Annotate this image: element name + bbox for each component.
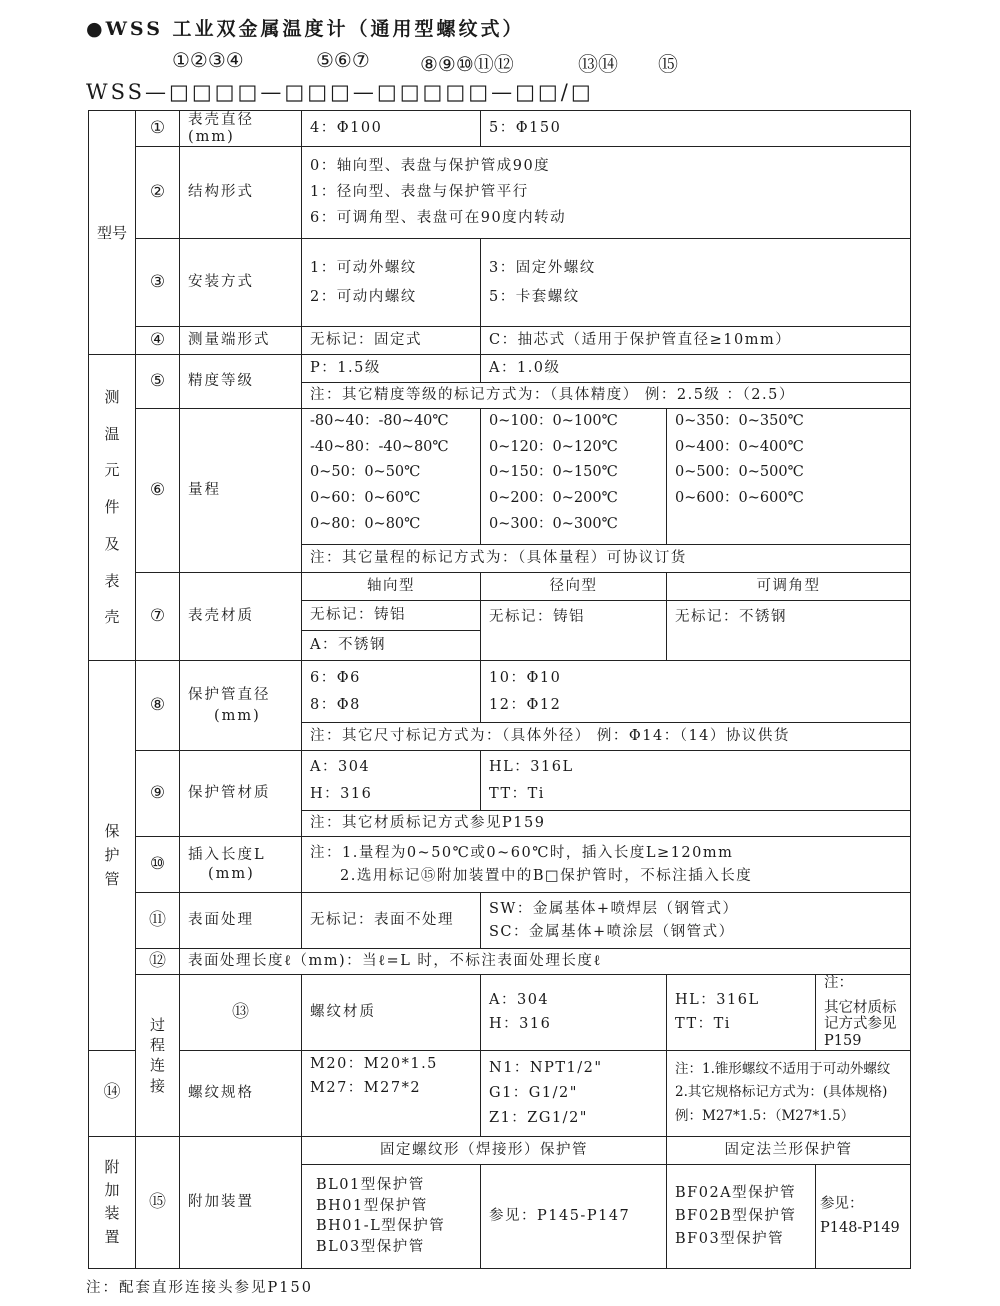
table-row xyxy=(89,111,911,147)
note-cell: 注：其它量程的标记方式为：（具体量程）可协议订货 xyxy=(302,545,911,573)
position-group: ⑬⑭ xyxy=(578,52,618,76)
note-cell: 注：其它材质标记方式参见P159 xyxy=(302,811,911,837)
option-cell: 无标记：铸铝 xyxy=(481,601,667,661)
note-line: 2.其它规格标记方式为：(具体规格) xyxy=(675,1084,888,1101)
option-line: TT：Ti xyxy=(489,785,545,802)
option-line: HL：316L xyxy=(675,991,760,1008)
option-cell xyxy=(667,975,816,1051)
range-item: 0~500：0~500℃ xyxy=(675,464,804,481)
option-cell: 无标记：表面不处理 xyxy=(302,893,481,949)
option-line: BF02A型保护管 xyxy=(675,1185,797,1202)
option-line: SC：金属基体+喷涂层（钢管式） xyxy=(489,923,735,940)
option-cell: A：1.0级 xyxy=(481,355,911,383)
position-group: ⑮ xyxy=(658,52,678,76)
column-header: 固定法兰形保护管 xyxy=(667,1136,911,1164)
option-line: 8：Φ8 xyxy=(310,696,361,713)
row-number: ⑫ xyxy=(136,949,180,975)
option-line: BF02B型保护管 xyxy=(675,1208,797,1224)
option-cell: 无标记：不锈钢 xyxy=(667,601,911,661)
option-cell xyxy=(481,751,911,811)
range-item: 0~200：0~200℃ xyxy=(489,490,618,507)
column-header: 固定螺纹形（焊接形）保护管 xyxy=(302,1136,667,1164)
table-row xyxy=(89,949,911,975)
option-cell xyxy=(816,1164,911,1268)
range-item: 0~600：0~600℃ xyxy=(675,490,804,507)
option-line: BH01型保护管 xyxy=(316,1197,428,1214)
option-line: M20：M20*1.5 xyxy=(310,1055,438,1072)
row-number: ② xyxy=(136,147,180,239)
range-column xyxy=(667,409,911,545)
footnote: 注：配套直形连接头参见P150 xyxy=(86,1280,313,1296)
table-row xyxy=(89,1050,911,1136)
note-line: 其它材质标记方式参见P159 xyxy=(824,999,897,1050)
option-cell xyxy=(302,1164,481,1268)
option-line: 5：卡套螺纹 xyxy=(489,288,580,305)
option-line: P148-P149 xyxy=(820,1220,900,1237)
option-cell xyxy=(302,239,481,327)
row-name: 量程 xyxy=(180,409,302,573)
page-title: ●WSS 工业双金属温度计（通用型螺纹式） xyxy=(86,18,525,40)
option-cell xyxy=(481,893,911,949)
option-cell xyxy=(481,239,911,327)
row-number: ④ xyxy=(136,327,180,355)
option-cell xyxy=(481,975,667,1051)
option-line: 0：轴向型、表盘与保护管成90度 xyxy=(310,158,551,175)
row-name: 测量端形式 xyxy=(180,327,302,355)
option-line: 10：Φ10 xyxy=(489,669,562,686)
option-cell: 4：Φ100 xyxy=(302,111,481,147)
row-name xyxy=(180,661,302,751)
range-item: 0~350：0~350℃ xyxy=(675,413,804,429)
note-line: 注：1.量程为0~50℃或0~60℃时，插入长度L≥120mm xyxy=(310,844,734,861)
note-cell xyxy=(667,1050,911,1136)
option-cell xyxy=(302,1050,481,1136)
option-cell: P：1.5级 xyxy=(302,355,481,383)
option-cell xyxy=(302,661,481,723)
table-row xyxy=(89,239,911,327)
range-item: -40~80：-40~80℃ xyxy=(310,438,449,455)
option-line: HL：316L xyxy=(489,758,574,775)
option-line: 1：径向型、表盘与保护管平行 xyxy=(310,184,529,201)
option-line: 12：Φ12 xyxy=(489,696,562,713)
option-line: Z1：ZG1/2" xyxy=(489,1109,588,1126)
table-row xyxy=(89,661,911,723)
option-line: H：316 xyxy=(310,785,373,802)
option-cell: 5：Φ150 xyxy=(481,111,911,147)
model-code: WSS—□□□□—□□□—□□□□□—□□/□ xyxy=(86,80,594,104)
option-cell xyxy=(302,751,481,811)
table-row xyxy=(89,409,911,545)
option-cell: 参见：P145-P147 xyxy=(481,1164,667,1268)
group-label-element: 测温元件及表壳 xyxy=(89,355,136,661)
option-line: 1：可动外螺纹 xyxy=(310,259,417,276)
row-number: ⑧ xyxy=(136,661,180,751)
row-name-line: 保护管直径 xyxy=(188,686,271,703)
option-cell: A：不锈钢 xyxy=(302,631,481,661)
option-cell: 无标记：固定式 xyxy=(302,327,481,355)
row-name: 表壳直径(mm) xyxy=(180,111,302,147)
table-row xyxy=(89,327,911,355)
row-number: ③ xyxy=(136,239,180,327)
option-line: 参见： xyxy=(820,1195,864,1212)
table-row xyxy=(89,147,911,239)
range-item: 0~50：0~50℃ xyxy=(310,464,421,481)
column-header: 轴向型 xyxy=(302,573,481,601)
row-name: 螺纹规格 xyxy=(180,1050,302,1136)
row-number: ⑭ xyxy=(89,1050,136,1136)
option-cell xyxy=(481,661,911,723)
option-cell: 无标记：铸铝 xyxy=(302,601,481,631)
option-line: BF03型保护管 xyxy=(675,1230,785,1247)
column-header: 可调角型 xyxy=(667,573,911,601)
row-number: ① xyxy=(136,111,180,147)
group-label-process: 过程连接 xyxy=(136,975,180,1137)
note-cell: 注：其它尺寸标记方式为：（具体外径） 例：Φ14：（14）协议供货 xyxy=(302,723,911,751)
row-name: 精度等级 xyxy=(180,355,302,409)
option-line: M27：M27*2 xyxy=(310,1080,422,1097)
row-name: 安装方式 xyxy=(180,239,302,327)
table-row xyxy=(89,355,911,383)
note-line: 注： xyxy=(824,975,853,991)
column-header: 径向型 xyxy=(481,573,667,601)
note-cell: 表面处理长度ℓ（mm)：当ℓ=L 时，不标注表面处理长度ℓ xyxy=(180,949,911,975)
range-item: 0~100：0~100℃ xyxy=(489,413,618,429)
range-item: -80~40：-80~40℃ xyxy=(310,413,449,429)
position-group: ①②③④ xyxy=(172,48,244,72)
option-line: H：316 xyxy=(489,1016,552,1033)
row-name: 表面处理 xyxy=(180,893,302,949)
note-line: 注：1.锥形螺纹不适用于可动外螺纹 xyxy=(675,1060,891,1077)
note-cell xyxy=(816,975,911,1051)
note-line: 2.选用标记⑮附加装置中的B□保护管时，不标注插入长度 xyxy=(340,867,753,884)
option-line: N1：NPT1/2" xyxy=(489,1060,603,1077)
option-line: BL03型保护管 xyxy=(316,1239,425,1256)
range-item: 0~120：0~120℃ xyxy=(489,438,618,455)
row-number: ⑪ xyxy=(136,893,180,949)
row-name-line: (mm) xyxy=(208,865,255,882)
range-item: 0~400：0~400℃ xyxy=(675,438,804,455)
row-name: 保护管材质 xyxy=(180,751,302,837)
note-cell: 注：其它精度等级的标记方式为：（具体精度） 例：2.5级 ：（2.5） xyxy=(302,383,911,409)
row-number: ⑥ xyxy=(136,409,180,573)
row-name-line: 插入长度L xyxy=(188,846,266,863)
note-cell xyxy=(302,837,911,893)
row-name: 结构形式 xyxy=(180,147,302,239)
row-name: 螺纹材质 xyxy=(302,975,481,1051)
range-item: 0~60：0~60℃ xyxy=(310,490,421,507)
group-label-accessory: 附加装置 xyxy=(89,1136,136,1268)
row-name-line: (mm) xyxy=(214,707,261,724)
table-row xyxy=(89,573,911,601)
table-row xyxy=(89,893,911,949)
row-name xyxy=(180,837,302,893)
option-cell xyxy=(481,1050,667,1136)
option-line: TT：Ti xyxy=(675,1016,731,1033)
range-item: 0~80：0~80℃ xyxy=(310,515,421,532)
option-line: BH01-L型保护管 xyxy=(316,1218,446,1235)
group-label-model: 型号 xyxy=(89,111,136,355)
row-number: ⑨ xyxy=(136,751,180,837)
option-cell: C：抽芯式（适用于保护管直径≥10mm） xyxy=(481,327,911,355)
option-line: G1：G1/2" xyxy=(489,1084,578,1101)
range-item: 0~150：0~150℃ xyxy=(489,464,618,481)
table-row xyxy=(89,975,911,1051)
option-line: A：304 xyxy=(310,758,371,775)
note-line: 例：M27*1.5：（M27*1.5） xyxy=(675,1107,855,1124)
row-number: ⑤ xyxy=(136,355,180,409)
range-column xyxy=(481,409,667,545)
row-number: ⑬ xyxy=(180,975,302,1051)
row-name: 附加装置 xyxy=(180,1136,302,1268)
option-line: 6：可调角型、表盘可在90度内转动 xyxy=(310,209,567,226)
group-label-tube: 保护管 xyxy=(89,661,136,1051)
option-line: 3：固定外螺纹 xyxy=(489,259,596,276)
range-column xyxy=(302,409,481,545)
row-name: 表壳材质 xyxy=(180,573,302,661)
option-line: SW：金属基体+喷焊层（钢管式） xyxy=(489,900,739,917)
range-item: 0~300：0~300℃ xyxy=(489,515,618,532)
position-group: ⑧⑨⑩⑪⑫ xyxy=(420,52,514,76)
option-cell xyxy=(302,147,911,239)
option-line: 6：Φ6 xyxy=(310,669,361,686)
option-line: A：304 xyxy=(489,991,550,1008)
option-cell xyxy=(667,1164,816,1268)
spec-table xyxy=(88,110,911,1269)
position-group: ⑤⑥⑦ xyxy=(316,48,370,72)
option-line: 2：可动内螺纹 xyxy=(310,288,417,305)
row-number: ⑮ xyxy=(136,1136,180,1268)
table-row xyxy=(89,1136,911,1164)
table-row xyxy=(89,751,911,811)
row-number: ⑩ xyxy=(136,837,180,893)
option-line: BL01型保护管 xyxy=(316,1177,425,1193)
table-row xyxy=(89,837,911,893)
row-number: ⑦ xyxy=(136,573,180,661)
